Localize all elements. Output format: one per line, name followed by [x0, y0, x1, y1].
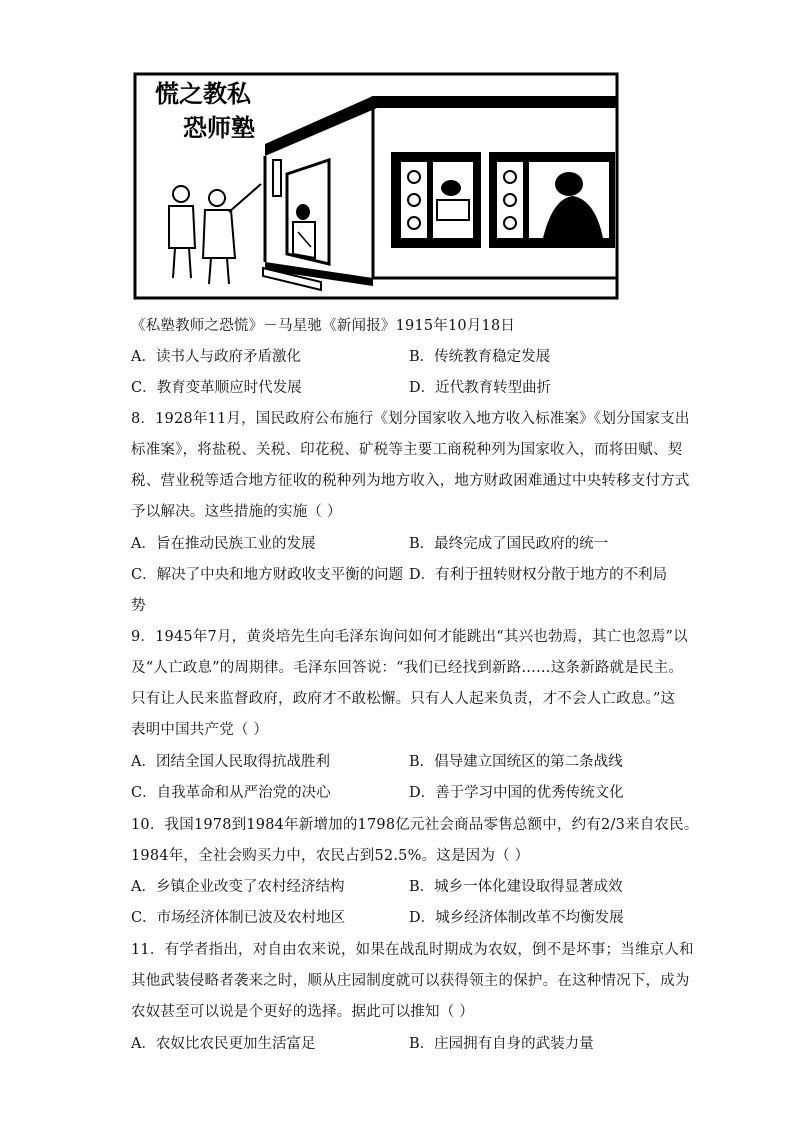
- q8-option-d[interactable]: D．有利于扭转财权分散于地方的不利局: [409, 567, 668, 583]
- q9-stem-line: 及“人亡政息”的周期律。毛泽东回答说：“我们已经找到新路……这条新路就是民主。: [131, 660, 684, 676]
- q11-stem-line: 农奴甚至可以说是个更好的选择。据此可以推知（ ）: [131, 1004, 474, 1020]
- q7-option-d[interactable]: D．近代教育转型曲折: [409, 380, 552, 396]
- q9-option-b[interactable]: B．倡导建立国统区的第二条战线: [409, 754, 623, 770]
- q10-stem-line: 1984年，全社会购买力中，农民占到52.5%。这是因为（ ）: [131, 848, 530, 864]
- q10-option-a[interactable]: A．乡镇企业改变了农村经济结构: [131, 879, 345, 895]
- q10-option-d[interactable]: D．城乡经济体制改革不均衡发展: [409, 910, 624, 926]
- q11-option-b[interactable]: B．庄园拥有自身的武装力量: [409, 1036, 594, 1052]
- cartoon-caption: 《私塾教师之恐慌》－马星驰《新闻报》1915年10月18日: [131, 318, 516, 334]
- q11-stem-line: 11．有学者指出，对自由农来说，如果在战乱时期成为农奴，倒不是坏事；当维京人和: [131, 942, 694, 958]
- q8-option-c[interactable]: C．解决了中央和地方财政收支平衡的问题: [131, 567, 404, 583]
- q9-option-a[interactable]: A．团结全国人民取得抗战胜利: [131, 754, 330, 770]
- cartoon-illustration: [133, 72, 619, 300]
- cartoon-title-line1: 慌之教私: [155, 79, 251, 108]
- q7-option-b[interactable]: B．传统教育稳定发展: [409, 349, 551, 365]
- cartoon-title-line2: 恐师塾: [183, 113, 255, 142]
- q10-option-b[interactable]: B．城乡一体化建设取得显著成效: [409, 879, 623, 895]
- q8-option-a[interactable]: A．旨在推动民族工业的发展: [131, 536, 316, 552]
- q8-option-b[interactable]: B．最终完成了国民政府的统一: [409, 536, 609, 552]
- q10-stem-line: 10．我国1978到1984年新增加的1798亿元社会商品零售总额中，约有2/3来自农民。: [131, 817, 699, 833]
- q9-stem-line: 表明中国共产党（ ）: [131, 722, 269, 738]
- q8-stem-line: 标准案》，将盐税、关税、印花税、矿税等主要工商税种列为国家收入，而将田赋、契: [131, 442, 683, 458]
- q11-stem-line: 其他武装侵略者袭来之时，顺从庄园制度就可以获得领主的保护。在这种情况下，成为: [131, 973, 690, 989]
- q8-stem-line: 予以解决。这些措施的实施（ ）: [131, 504, 342, 520]
- q9-stem-line: 只有让人民来监督政府，政府才不敢松懈。只有人人起来负责，才不会人亡政息。”这: [131, 691, 676, 707]
- q7-option-c[interactable]: C．教育变革顺应时代发展: [131, 380, 302, 396]
- q9-stem-line: 9．1945年7月，黄炎培先生向毛泽东询问如何才能跳出“其兴也勃焉，其亡也忽焉”以: [131, 629, 688, 645]
- q11-option-a[interactable]: A．农奴比农民更加生活富足: [131, 1036, 316, 1052]
- q7-option-a[interactable]: A．读书人与政府矛盾激化: [131, 349, 301, 365]
- q9-option-c[interactable]: C．自我革命和从严治党的决心: [131, 785, 331, 801]
- q8-stem-line: 8．1928年11月，国民政府公布施行《划分国家收入地方收入标准案》《划分国家支出: [131, 411, 690, 427]
- q9-option-d[interactable]: D．善于学习中国的优秀传统文化: [409, 785, 624, 801]
- q10-option-c[interactable]: C．市场经济体制已波及农村地区: [131, 910, 346, 926]
- q8-stem-line: 税、营业税等适合地方征收的税种列为地方收入，地方财政困难通过中央转移支付方式: [131, 473, 690, 489]
- q8-option-d-wrap: 势: [131, 598, 146, 614]
